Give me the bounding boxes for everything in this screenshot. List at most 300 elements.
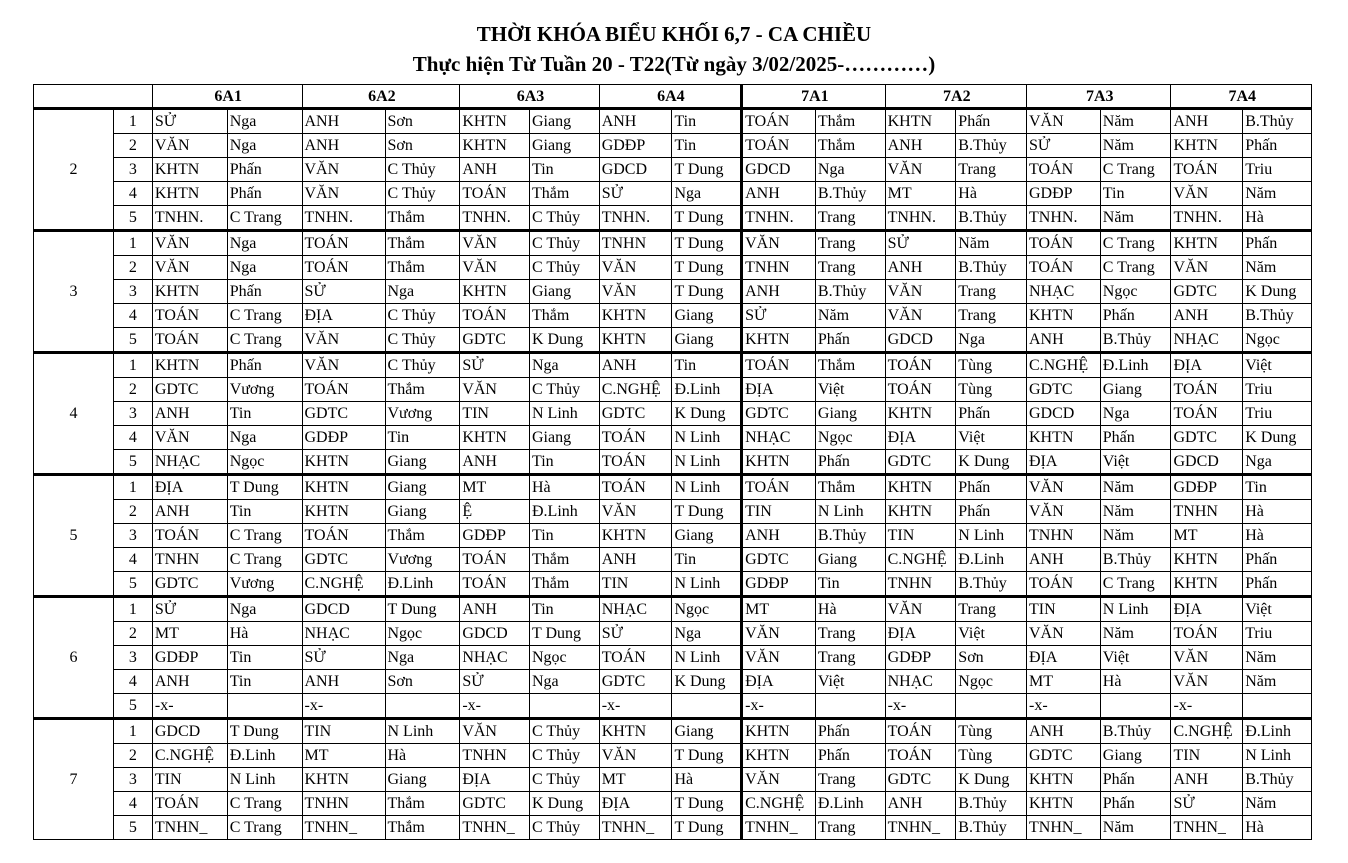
subject-cell: KHTN [599, 304, 672, 328]
teacher-cell: Trang [815, 231, 885, 256]
subject-cell: NHẠC [302, 622, 385, 646]
subject-cell: C.NGHỆ [152, 744, 227, 768]
timetable-row [34, 744, 1312, 768]
period-cell: 3 [113, 646, 152, 670]
subject-cell: GDTC [460, 792, 530, 816]
subject-cell: NHẠC [885, 670, 956, 694]
teacher-cell [815, 694, 885, 719]
subject-cell: VĂN [599, 256, 672, 280]
teacher-cell: C Trang [227, 304, 302, 328]
teacher-cell: Năm [1100, 109, 1171, 134]
teacher-cell: N Linh [672, 572, 742, 597]
teacher-cell: Ngọc [385, 622, 460, 646]
subject-cell: ANH [152, 500, 227, 524]
teacher-cell: Vương [385, 548, 460, 572]
teacher-cell: Phấn [956, 475, 1027, 500]
teacher-cell: Nga [227, 231, 302, 256]
subject-cell: KHTN [1171, 572, 1243, 597]
teacher-cell: Giang [385, 768, 460, 792]
teacher-cell: C Thủy [530, 768, 600, 792]
teacher-cell: Trang [815, 646, 885, 670]
subject-cell: ĐỊA [1171, 597, 1243, 622]
teacher-cell: Năm [1100, 622, 1171, 646]
period-cell: 1 [113, 719, 152, 744]
teacher-cell: Tin [530, 450, 600, 475]
teacher-cell: Năm [1100, 500, 1171, 524]
subject-cell: KHTN [460, 134, 530, 158]
subject-cell: NHẠC [1027, 280, 1101, 304]
teacher-cell: Phấn [1243, 572, 1312, 597]
timetable-row [34, 134, 1312, 158]
subject-cell: GDCD [885, 328, 956, 353]
subject-cell: TIN [152, 768, 227, 792]
subject-cell: TNHN [1171, 500, 1243, 524]
subject-cell: TOÁN [1171, 402, 1243, 426]
subject-cell: TOÁN [152, 792, 227, 816]
teacher-cell: C Thủy [385, 182, 460, 206]
timetable-row [34, 158, 1312, 182]
teacher-cell: Giang [672, 524, 742, 548]
teacher-cell: Thắm [815, 353, 885, 378]
subject-cell: KHTN [885, 402, 956, 426]
teacher-cell: B.Thủy [1100, 548, 1171, 572]
period-cell: 1 [113, 109, 152, 134]
subject-cell: TNHN [742, 256, 816, 280]
teacher-cell: Hà [956, 182, 1027, 206]
teacher-cell: Hà [1243, 524, 1312, 548]
class-header: 6A1 [152, 85, 302, 109]
subject-cell: KHTN [742, 744, 816, 768]
subject-cell: KHTN [152, 280, 227, 304]
period-cell: 3 [113, 280, 152, 304]
subject-cell: ANH [460, 450, 530, 475]
subject-cell: TOÁN [302, 378, 385, 402]
period-cell: 5 [113, 572, 152, 597]
subject-cell: C.NGHỆ [599, 378, 672, 402]
period-cell: 3 [113, 768, 152, 792]
subject-cell: ANH [152, 402, 227, 426]
teacher-cell: Phấn [227, 353, 302, 378]
subject-cell: TIN [1171, 744, 1243, 768]
teacher-cell: K Dung [956, 768, 1027, 792]
period-cell: 4 [113, 426, 152, 450]
subject-cell: VĂN [460, 378, 530, 402]
teacher-cell: T Dung [530, 622, 600, 646]
teacher-cell: Tùng [956, 378, 1027, 402]
subject-cell: -x- [302, 694, 385, 719]
teacher-cell: Thắm [530, 548, 600, 572]
teacher-cell: B.Thủy [956, 206, 1027, 231]
subject-cell: SỬ [152, 109, 227, 134]
subject-cell: KHTN [302, 500, 385, 524]
period-cell: 4 [113, 670, 152, 694]
subject-cell: GDĐP [1027, 182, 1101, 206]
subject-cell: VĂN [460, 231, 530, 256]
subject-cell: ANH [460, 158, 530, 182]
subject-cell: VĂN [302, 182, 385, 206]
header-corner [34, 85, 153, 109]
subject-cell: GDTC [302, 402, 385, 426]
subject-cell: VĂN [885, 280, 956, 304]
subject-cell: -x- [885, 694, 956, 719]
teacher-cell: Thắm [530, 182, 600, 206]
subject-cell: KHTN [742, 450, 816, 475]
teacher-cell: B.Thủy [1243, 768, 1312, 792]
period-cell: 4 [113, 182, 152, 206]
subject-cell: KHTN [152, 182, 227, 206]
teacher-cell: Phấn [1100, 426, 1171, 450]
teacher-cell: Giang [815, 402, 885, 426]
period-cell: 3 [113, 402, 152, 426]
subject-cell: ANH [599, 109, 672, 134]
subject-cell: KHTN [1027, 304, 1101, 328]
teacher-cell: Thắm [385, 378, 460, 402]
period-cell: 1 [113, 475, 152, 500]
teacher-cell: Phấn [815, 719, 885, 744]
subject-cell: NHẠC [460, 646, 530, 670]
teacher-cell: Việt [815, 670, 885, 694]
subject-cell: GDTC [152, 572, 227, 597]
subject-cell: TNHN [885, 572, 956, 597]
teacher-cell: C Thủy [530, 256, 600, 280]
teacher-cell: N Linh [672, 475, 742, 500]
period-cell: 5 [113, 816, 152, 840]
subject-cell: TNHN. [302, 206, 385, 231]
subject-cell: MT [742, 597, 816, 622]
subject-cell: VĂN [1171, 256, 1243, 280]
subject-cell: ANH [1027, 328, 1101, 353]
teacher-cell: Phấn [956, 500, 1027, 524]
subject-cell: ANH [152, 670, 227, 694]
timetable-row [34, 548, 1312, 572]
subject-cell: KHTN [302, 475, 385, 500]
class-header-row [34, 85, 1312, 109]
subject-cell: GDĐP [1171, 475, 1243, 500]
subject-cell: TOÁN [302, 524, 385, 548]
subject-cell: TNHN [599, 231, 672, 256]
subject-cell: KHTN [302, 768, 385, 792]
day-cell: 6 [34, 597, 114, 719]
teacher-cell: Đ.Linh [1243, 719, 1312, 744]
teacher-cell: Việt [1100, 450, 1171, 475]
teacher-cell: Phấn [1100, 768, 1171, 792]
subject-cell: TOÁN [599, 450, 672, 475]
period-cell: 5 [113, 206, 152, 231]
subject-cell: ANH [599, 353, 672, 378]
subject-cell: GDTC [1171, 426, 1243, 450]
teacher-cell: Năm [1100, 524, 1171, 548]
subject-cell: TNHN. [1027, 206, 1101, 231]
subject-cell: KHTN [460, 109, 530, 134]
teacher-cell: C Trang [1100, 256, 1171, 280]
teacher-cell: Tin [672, 134, 742, 158]
teacher-cell: C Thủy [530, 206, 600, 231]
subject-cell: TNHN. [742, 206, 816, 231]
subject-cell: VĂN [152, 134, 227, 158]
timetable-row [34, 524, 1312, 548]
teacher-cell: C Thủy [530, 744, 600, 768]
teacher-cell: T Dung [672, 816, 742, 840]
subject-cell: TOÁN [742, 353, 816, 378]
subject-cell: GDTC [302, 548, 385, 572]
teacher-cell: Nga [227, 134, 302, 158]
subject-cell: VĂN [152, 426, 227, 450]
subject-cell: GDTC [742, 548, 816, 572]
class-header: 7A2 [885, 85, 1026, 109]
teacher-cell: Nga [227, 109, 302, 134]
teacher-cell: Giang [530, 280, 600, 304]
subject-cell: ANH [1027, 719, 1101, 744]
subject-cell: NHẠC [599, 597, 672, 622]
subject-cell: ANH [742, 280, 816, 304]
teacher-cell: T Dung [672, 231, 742, 256]
subject-cell: KHTN [460, 426, 530, 450]
subject-cell: ANH [1171, 304, 1243, 328]
subject-cell: ĐỊA [1027, 450, 1101, 475]
subject-cell: ĐỊA [460, 768, 530, 792]
teacher-cell: Triu [1243, 622, 1312, 646]
subject-cell: SỬ [302, 646, 385, 670]
subject-cell: TOÁN [460, 572, 530, 597]
subject-cell: KHTN [1171, 548, 1243, 572]
teacher-cell: Tin [672, 548, 742, 572]
subject-cell: KHTN [302, 450, 385, 475]
subject-cell: TNHN_ [1171, 816, 1243, 840]
subject-cell: TOÁN [1027, 572, 1101, 597]
timetable-row [34, 768, 1312, 792]
subject-cell: SỬ [302, 280, 385, 304]
subject-cell: SỬ [599, 182, 672, 206]
teacher-cell: T Dung [385, 597, 460, 622]
teacher-cell: Ngọc [1100, 280, 1171, 304]
subject-cell: TOÁN [742, 475, 816, 500]
teacher-cell: N Linh [956, 524, 1027, 548]
subject-cell: C.NGHỆ [742, 792, 816, 816]
teacher-cell: Nga [815, 158, 885, 182]
teacher-cell: Tin [530, 597, 600, 622]
teacher-cell: C Thủy [385, 353, 460, 378]
subject-cell: SỬ [1027, 134, 1101, 158]
teacher-cell: Nga [672, 182, 742, 206]
subject-cell: TOÁN [460, 304, 530, 328]
teacher-cell: Sơn [385, 670, 460, 694]
teacher-cell: Nga [1100, 402, 1171, 426]
subject-cell: VĂN [1027, 500, 1101, 524]
subject-cell: TNHN_ [152, 816, 227, 840]
teacher-cell: B.Thủy [1243, 109, 1312, 134]
teacher-cell: Thắm [815, 109, 885, 134]
page-title: THỜI KHÓA BIỂU KHỐI 6,7 - CA CHIỀU [476, 22, 872, 46]
page-subtitle: Thực hiện Từ Tuần 20 - T22(Từ ngày 3/02/2025-…………) [412, 52, 936, 76]
subject-cell: ANH [885, 792, 956, 816]
period-cell: 5 [113, 694, 152, 719]
teacher-cell: Trang [815, 768, 885, 792]
teacher-cell: Tùng [956, 353, 1027, 378]
teacher-cell: Tùng [956, 719, 1027, 744]
teacher-cell: Việt [1100, 646, 1171, 670]
teacher-cell: B.Thủy [1100, 719, 1171, 744]
subject-cell: KHTN [599, 524, 672, 548]
subject-cell: -x- [742, 694, 816, 719]
teacher-cell: C Thủy [530, 719, 600, 744]
teacher-cell: Trang [815, 256, 885, 280]
subject-cell: GDTC [742, 402, 816, 426]
teacher-cell: Giang [672, 328, 742, 353]
period-cell: 2 [113, 500, 152, 524]
teacher-cell: Triu [1243, 158, 1312, 182]
subject-cell: SỬ [599, 622, 672, 646]
teacher-cell: Ngọc [815, 426, 885, 450]
subject-cell: MT [885, 182, 956, 206]
teacher-cell: Nga [672, 622, 742, 646]
teacher-cell: Trang [956, 158, 1027, 182]
teacher-cell: Thắm [530, 572, 600, 597]
teacher-cell: T Dung [672, 792, 742, 816]
timetable-row [34, 109, 1312, 134]
subject-cell: ANH [302, 109, 385, 134]
subject-cell: ANH [1171, 109, 1243, 134]
teacher-cell: Năm [1243, 646, 1312, 670]
subject-cell: GDTC [460, 328, 530, 353]
teacher-cell: Tin [530, 524, 600, 548]
teacher-cell: Phấn [1243, 548, 1312, 572]
teacher-cell: Ngọc [1243, 328, 1312, 353]
timetable-row [34, 328, 1312, 353]
day-cell: 5 [34, 475, 114, 597]
subject-cell: ĐỊA [1027, 646, 1101, 670]
teacher-cell: Tin [1100, 182, 1171, 206]
timetable-row [34, 426, 1312, 450]
subject-cell: TNHN. [460, 206, 530, 231]
teacher-cell: Sơn [385, 134, 460, 158]
teacher-cell: Tin [227, 500, 302, 524]
teacher-cell: Thắm [385, 816, 460, 840]
teacher-cell: Trang [815, 206, 885, 231]
teacher-cell: Tin [530, 158, 600, 182]
teacher-cell [227, 694, 302, 719]
teacher-cell: Tin [385, 426, 460, 450]
subject-cell: SỬ [460, 353, 530, 378]
subject-cell: ANH [1171, 768, 1243, 792]
subject-cell: KHTN [1171, 134, 1243, 158]
timetable-row [34, 182, 1312, 206]
timetable-row [34, 597, 1312, 622]
subject-cell: TIN [302, 719, 385, 744]
teacher-cell: B.Thủy [815, 524, 885, 548]
subject-cell: KHTN [460, 280, 530, 304]
subject-cell: KHTN [152, 158, 227, 182]
subject-cell: TOÁN [460, 548, 530, 572]
period-cell: 1 [113, 231, 152, 256]
teacher-cell [956, 694, 1027, 719]
subject-cell: VĂN [1027, 109, 1101, 134]
subject-cell: TIN [460, 402, 530, 426]
subject-cell: KHTN [885, 475, 956, 500]
period-cell: 2 [113, 744, 152, 768]
teacher-cell: Nga [385, 280, 460, 304]
teacher-cell: K Dung [1243, 426, 1312, 450]
subject-cell: VĂN [742, 768, 816, 792]
subject-cell: SỬ [742, 304, 816, 328]
period-cell: 1 [113, 597, 152, 622]
teacher-cell: Phấn [1100, 304, 1171, 328]
subject-cell: VĂN [302, 353, 385, 378]
subject-cell: NHẠC [742, 426, 816, 450]
subject-cell: C.NGHỆ [885, 548, 956, 572]
class-header: 7A1 [742, 85, 885, 109]
subject-cell: KHTN [1027, 768, 1101, 792]
period-cell: 2 [113, 134, 152, 158]
teacher-cell: Hà [227, 622, 302, 646]
subject-cell: TOÁN [599, 646, 672, 670]
subject-cell: TOÁN [1027, 231, 1101, 256]
subject-cell: VĂN [152, 231, 227, 256]
teacher-cell: Tin [227, 646, 302, 670]
subject-cell: TOÁN [599, 426, 672, 450]
teacher-cell: C Trang [1100, 572, 1171, 597]
subject-cell: ANH [302, 134, 385, 158]
teacher-cell: Việt [1243, 353, 1312, 378]
subject-cell: MT [1027, 670, 1101, 694]
teacher-cell: C Trang [227, 524, 302, 548]
teacher-cell: T Dung [672, 280, 742, 304]
teacher-cell: Năm [815, 304, 885, 328]
subject-cell: C.NGHỆ [1027, 353, 1101, 378]
subject-cell: -x- [460, 694, 530, 719]
subject-cell: GDTC [1027, 378, 1101, 402]
period-cell: 4 [113, 548, 152, 572]
teacher-cell: Việt [815, 378, 885, 402]
class-header: 6A2 [302, 85, 460, 109]
teacher-cell: K Dung [956, 450, 1027, 475]
teacher-cell: Năm [956, 231, 1027, 256]
subject-cell: TNHN [152, 548, 227, 572]
subject-cell: ANH [742, 524, 816, 548]
subject-cell: NHẠC [1171, 328, 1243, 353]
subject-cell: VĂN [885, 304, 956, 328]
subject-cell: GDĐP [302, 426, 385, 450]
subject-cell: KHTN [152, 353, 227, 378]
timetable-row [34, 231, 1312, 256]
teacher-cell: C Thủy [385, 304, 460, 328]
subject-cell: TNHN_ [460, 816, 530, 840]
subject-cell: ĐỊA [742, 670, 816, 694]
subject-cell: TOÁN [885, 353, 956, 378]
subject-cell: TNHN_ [1027, 816, 1101, 840]
class-header: 7A3 [1027, 85, 1171, 109]
teacher-cell: Triu [1243, 378, 1312, 402]
subject-cell: TOÁN [1027, 158, 1101, 182]
teacher-cell: B.Thủy [956, 572, 1027, 597]
period-cell: 2 [113, 378, 152, 402]
teacher-cell: Tin [672, 109, 742, 134]
subject-cell: -x- [599, 694, 672, 719]
subject-cell: VĂN [742, 646, 816, 670]
teacher-cell: K Dung [530, 792, 600, 816]
subject-cell: VĂN [302, 328, 385, 353]
subject-cell: KHTN [885, 500, 956, 524]
teacher-cell: Năm [1243, 182, 1312, 206]
timetable-row [34, 450, 1312, 475]
teacher-cell: Hà [1243, 500, 1312, 524]
subject-cell: KHTN [742, 719, 816, 744]
teacher-cell: Năm [1243, 792, 1312, 816]
teacher-cell: Giang [530, 109, 600, 134]
subject-cell: ANH [302, 670, 385, 694]
teacher-cell: N Linh [672, 646, 742, 670]
subject-cell: GDCD [460, 622, 530, 646]
subject-cell: ĐỊA [1171, 353, 1243, 378]
